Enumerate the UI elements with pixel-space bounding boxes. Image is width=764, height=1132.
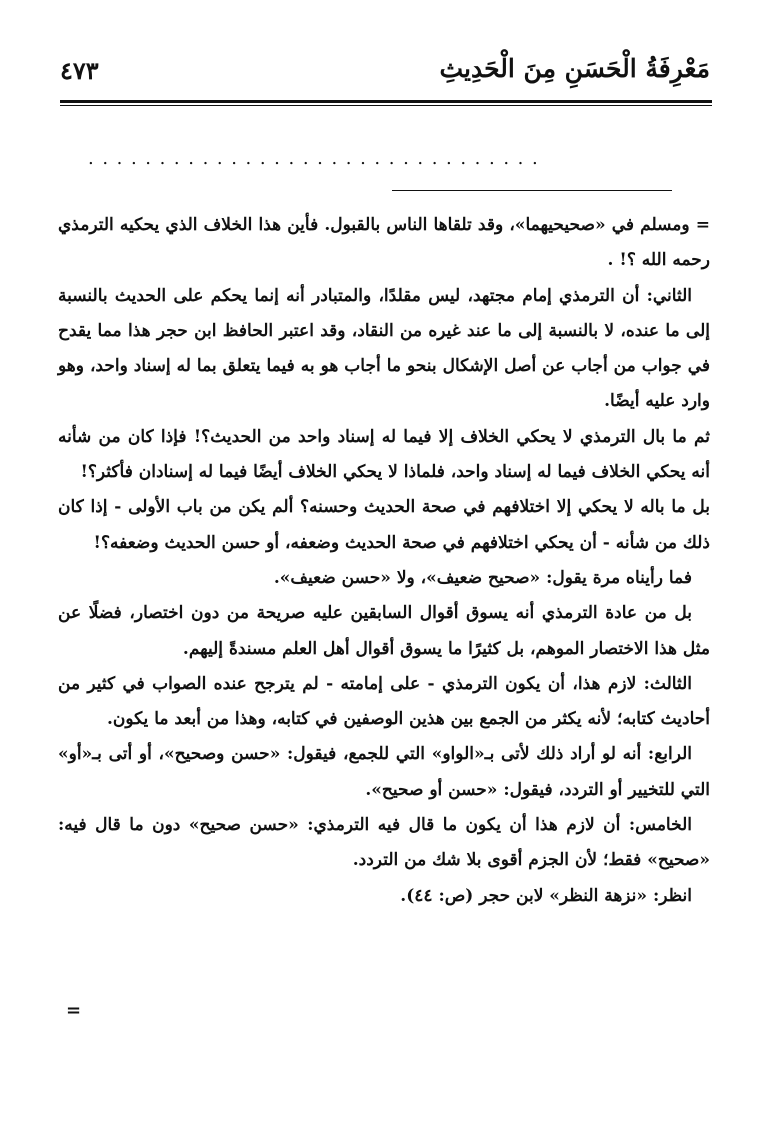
continuation-mark: = xyxy=(66,1000,82,1021)
paragraph-fourth: الرابع: أنه لو أراد ذلك لأتى بـ«الواو» التي للجمع، فيقول: «حسن وصحيح»، أو أتى بـ«أو» التي للتخيير أو التردد، فيقول: «حسن أو صحيح». xyxy=(58,744,710,800)
paragraph-reference: انظر: «نزهة النظر» لابن حجر (ص: ٤٤). xyxy=(400,885,692,906)
paragraph-fifth: الخامس: أن لازم هذا أن يكون ما قال فيه الترمذي: «حسن صحيح» دون ما قال فيه: «صحيح» فقط؛ لأن الجزم أقوى بلا شك من التردد. xyxy=(58,815,710,871)
separator-dots: ................................ xyxy=(88,148,547,169)
paragraph-third: الثالث: لازم هذا، أن يكون الترمذي - على إمامته - لم يترجح عنده الصواب في كثير من أحاديث كتابه؛ لأنه يكثر من الجمع بين هذين الوصفين في كتابه، وهذا من أبعد ما يكون. xyxy=(58,673,710,730)
paragraph-continuation: = ومسلم في «صحيحيهما»، وقد تلقاها الناس بالقبول. فأين هذا الخلاف الذي يحكيه الترمذي رحمه الله ؟! . xyxy=(58,215,710,271)
paragraph-never-said: فما رأيناه مرة يقول: «صحيح ضعيف»، ولا «حسن ضعيف». xyxy=(273,567,692,588)
paragraph-habit: بل من عادة الترمذي أنه يسوق أقوال السابقين عليه صريحة من دون اختصار، فضلًا عن مثل هذا الاختصار الموهم، بل كثيرًا ما يسوق أقوال أهل العلم مسندةً إليهم. xyxy=(58,603,710,659)
running-header xyxy=(60,48,710,98)
paragraph-second: الثاني: أن الترمذي إمام مجتهد، ليس مقلدًا، والمتبادر أنه إنما يحكم على الحديث بالنسبة إلى ما عنده، لا بالنسبة إلى ما عند غيره من النقاد، وقد اعتبر الحافظ ابن حجر هذا مما يقدح في جواب من أجاب عن أصل الإشكال بنحو ما أجاب هو به فيما يتعلق بما له إسناد واحد، وهو وارد عليه أيضًا. xyxy=(58,285,710,412)
page-number: ٤٧٣ xyxy=(60,56,99,85)
footnote-text xyxy=(58,208,710,914)
chapter-title: مَعْرِفَةُ الْحَسَنِ مِنَ الْحَدِيثِ xyxy=(439,54,710,83)
footnote-rule xyxy=(392,190,672,191)
header-rule xyxy=(60,100,712,106)
paragraph-question-two: بل ما باله لا يحكي إلا اختلافهم في صحة الحديث وحسنه؟ ألم يكن من باب الأولى - إذا كان ذلك من شأنه - أن يحكي اختلافهم في صحة الحديث وضعفه، أو حسن الحديث وضعفه؟! xyxy=(58,497,710,553)
paragraph-question-one: ثم ما بال الترمذي لا يحكي الخلاف إلا فيما له إسناد واحد من الحديث؟! فإذا كان من شأنه أنه يحكي الخلاف فيما له إسناد واحد، فلماذا لا يحكي الخلاف أيضًا فيما له إسنادان فأكثر؟! xyxy=(58,426,710,483)
